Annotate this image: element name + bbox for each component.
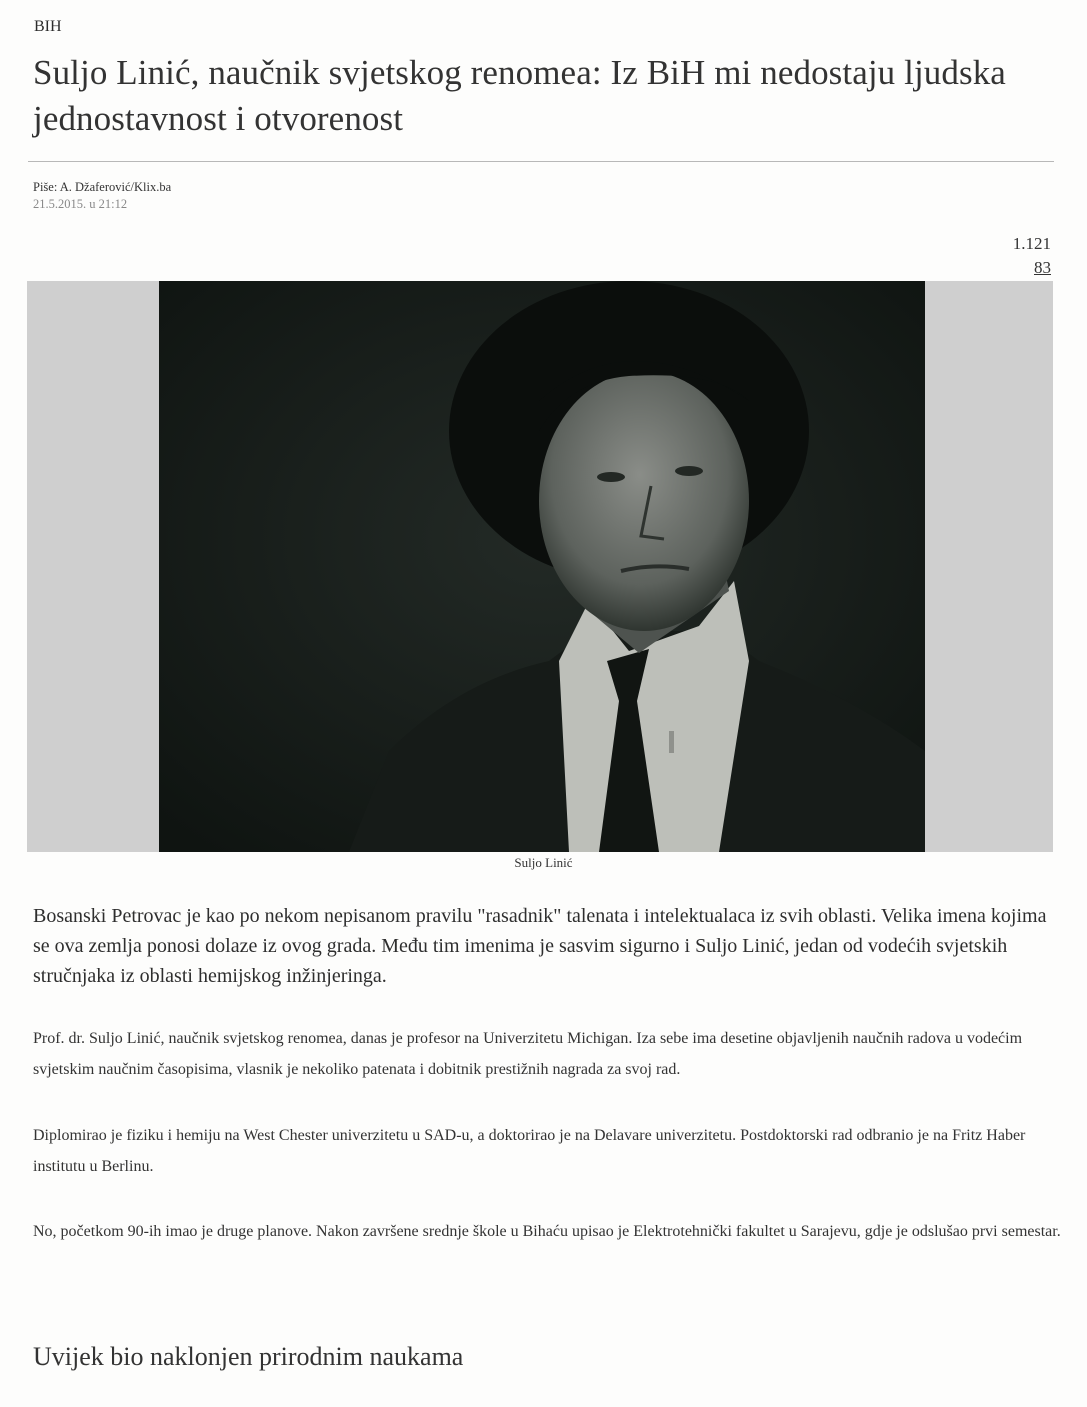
image-caption: Suljo Linić	[514, 855, 573, 870]
article-date: 21.5.2015. u 21:12	[33, 197, 128, 211]
comment-count-link[interactable]: 83	[1034, 258, 1051, 277]
article-paragraph: No, početkom 90-ih imao je druge planove. Nakon završene srednje škole u Bihaću upisao je Elektrotehnički fakultet u Sarajevu, gdje je odslušao prvi semestar.	[33, 1223, 1061, 1240]
article-paragraph: Diplomirao je fiziku i hemiju na West Chester univerzitetu u SAD-u, a doktorirao je na Delavare univerzitetu. Postdoktorski rad odbranio je na Fritz Haber institutu u Berlinu.	[33, 1127, 1026, 1175]
title-divider	[28, 161, 1054, 162]
face	[539, 371, 749, 631]
article-paragraph: Prof. dr. Suljo Linić, naučnik svjetskog renomea, danas je profesor na Univerzitetu Michigan. Iza sebe ima desetine objavljenih naučnih radova u vodećim svjetskim naučnim časopisima, vlasnik je nekoliko patenata i dobitnik prestižnih nagrada za svoj rad.	[33, 1030, 1023, 1078]
article-photo[interactable]	[159, 281, 925, 852]
article-author: Piše: A. Džaferović/Klix.ba	[33, 180, 172, 194]
article-subheading: Uvijek bio naklonjen prirodnim naukama	[33, 1342, 464, 1371]
view-count: 1.121	[1012, 234, 1051, 253]
article-stats	[1013, 232, 1051, 280]
article-lead: Bosanski Petrovac je kao po nekom nepisanom pravilu "rasadnik" talenata i intelektualaca iz svih oblasti. Velika imena kojima se ova zemlja ponosi dolaze iz ovog grada. Među tim imenima je sasvim sigurno i Suljo Linić, jedan od vodećih svjetskih stručnjaka iz oblasti hemijskog inžinjeringa.	[33, 905, 1047, 987]
portrait-illustration	[159, 281, 925, 852]
article-category[interactable]: BIH	[34, 18, 62, 35]
article-title: Suljo Linić, naučnik svjetskog renomea: Iz BiH mi nedostaju ljudska jednostavnost i otvorenost	[33, 53, 1006, 138]
